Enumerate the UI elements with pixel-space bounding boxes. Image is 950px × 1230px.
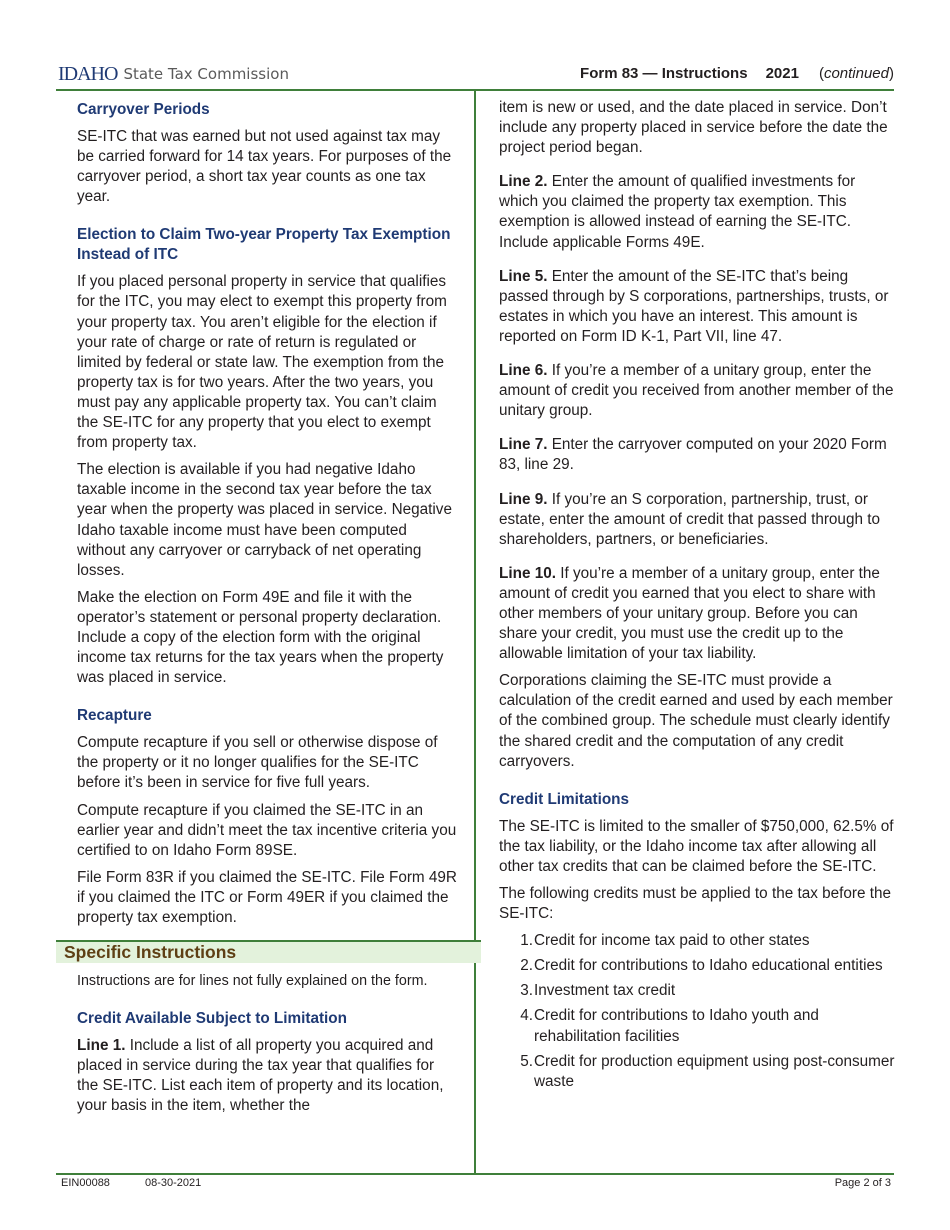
line-1-paragraph: [77, 1036, 459, 1116]
line-9-paragraph: [499, 490, 897, 550]
line-9-text: If you’re an S corporation, partnership, trust, or estate, enter the amount of credit that passed through to shareholders, partners, or beneficiaries.: [499, 490, 880, 548]
logo-wordmark: IDAHO: [58, 62, 118, 85]
line-6-paragraph: [499, 361, 897, 421]
line-5-paragraph: [499, 267, 897, 347]
election-paragraph-3: Make the election on Form 49E and file it with the operator’s statement or personal property declaration. Include a copy of the election form with the original income tax returns for the tax years when the property was placed in service.: [77, 588, 444, 687]
credit-limitations-paragraph-2: The following credits must be applied to the tax before the SE-ITC:: [499, 885, 891, 923]
line-10-paragraph: [499, 564, 897, 664]
form-title: [580, 65, 894, 82]
left-column: [64, 96, 459, 1124]
recapture-paragraph-3: File Form 83R if you claimed the SE-ITC. File Form 49R if you claimed the ITC or Form 49ER if you claimed the property tax exemption.: [77, 868, 457, 926]
line-10-label: Line 10.: [499, 564, 556, 582]
corporations-paragraph: Corporations claiming the SE-ITC must provide a calculation of the credit earned and used by each member of the combined group. The schedule must clearly identify the shared credit and the computation of any credit carryovers.: [499, 672, 893, 770]
line-9-label: Line 9.: [499, 490, 548, 508]
credit-limitations-paragraph-1: The SE-ITC is limited to the smaller of $750,000, 62.5% of the tax liability, or the Idaho income tax after allowing all other tax credits that can be claimed before the SE-ITC.: [499, 817, 894, 875]
agency-name: State Tax Commission: [123, 65, 289, 83]
line-1-continued: item is new or used, and the date placed in service. Don’t include any property placed in service before the date the project period began.: [499, 99, 888, 157]
list-item: 3. Investment tax credit: [520, 982, 676, 1000]
specific-instructions-heading: Specific Instructions: [56, 940, 481, 963]
revision-date: 08-30-2021: [145, 1177, 202, 1189]
line-7-text: Enter the carryover computed on your 2020 Form 83, line 29.: [499, 436, 887, 474]
line-10-text: If you’re a member of a unitary group, enter the amount of credit you earned that you elect to share with other members of your unitary group. Before you can share your credit, you must use the credit up to the allowable limitation of your tax liability.: [499, 564, 880, 663]
footer-rule: [56, 1173, 894, 1175]
credit-order-list: [499, 931, 897, 1092]
column-divider: [474, 90, 476, 1173]
credit-available-heading: Credit Available Subject to Limitation: [77, 1010, 347, 1028]
list-item: 1. Credit for income tax paid to other states: [520, 932, 810, 950]
continued-note: (continued): [818, 65, 894, 82]
right-column: [499, 98, 897, 1097]
form-year: 2021: [765, 65, 799, 82]
recapture-heading: Recapture: [77, 707, 152, 725]
carryover-paragraph: SE-ITC that was earned but not used against tax may be carried forward for 14 tax years. For purposes of the carryover period, a short tax year counts as one tax year.: [77, 128, 452, 206]
line-1-label: Line 1.: [77, 1037, 126, 1055]
list-item: 4. Credit for contributions to Idaho youth and rehabilitation facilities: [520, 1007, 819, 1045]
form-code: EIN00088: [61, 1177, 110, 1189]
election-paragraph-2: The election is available if you had negative Idaho taxable income in the second tax year before the tax year when the property was placed in service. Negative Idaho taxable income must have been computed without any carryover or carryback of net operating losses.: [77, 461, 452, 579]
line-1-text: Include a list of all property you acquired and placed in service during the tax year that qualifies for the SE-ITC. List each item of property and its location, your basis in the item, whether the: [77, 1037, 444, 1115]
page-number: Page 2 of 3: [834, 1177, 891, 1189]
line-7-paragraph: [499, 435, 897, 475]
line-7-label: Line 7.: [499, 436, 548, 454]
line-2-text: Enter the amount of qualified investments for which you claimed the property tax exemption. This exemption is allowed instead of earning the SE-ITC. Include applicable Forms 49E.: [499, 173, 856, 251]
line-6-label: Line 6.: [499, 362, 548, 380]
line-2-paragraph: [499, 172, 897, 252]
idaho-logo: [58, 62, 289, 86]
specific-instructions-note: Instructions are for lines not fully explained on the form.: [77, 973, 428, 990]
election-heading: Election to Claim Two-year Property Tax Exemption Instead of ITC: [77, 226, 451, 264]
page-header: [58, 62, 894, 86]
line-5-text: Enter the amount of the SE-ITC that’s being passed through by S corporations, partnerships, trusts, or estates in which you have an interest. This amount is reported on Form ID K-1, Part VII, line 47.: [499, 267, 889, 345]
carryover-heading: Carryover Periods: [77, 101, 210, 118]
line-5-label: Line 5.: [499, 267, 548, 285]
list-item: 5. Credit for production equipment using post-consumer waste: [520, 1052, 895, 1090]
credit-limitations-heading: Credit Limitations: [499, 790, 630, 808]
recapture-paragraph-2: Compute recapture if you claimed the SE-ITC in an earlier year and didn’t meet the tax incentive criteria you certified to on Idaho Form 89SE.: [77, 801, 457, 859]
recapture-paragraph-1: Compute recapture if you sell or otherwise dispose of the property or it no longer qualifies for the SE-ITC before it’s been in service for five full years.: [77, 734, 438, 792]
election-paragraph-1: If you placed personal property in service that qualifies for the ITC, you may elect to exempt this property from your property tax. You aren’t eligible for the election if your rate of charge or rate of return is regulated or limited by federal or state law. The exemption from the property tax is for two years. After the two years, you must pay any applicable property tax. You can’t claim the SE-ITC for any property that you elect to exempt from property tax.: [77, 273, 447, 452]
line-2-label: Line 2.: [499, 173, 548, 191]
list-item: 2. Credit for contributions to Idaho educational entities: [520, 957, 883, 975]
line-6-text: If you’re a member of a unitary group, enter the amount of credit you received from another member of the unitary group.: [499, 362, 894, 420]
form-name: Form 83 — Instructions: [580, 65, 748, 82]
